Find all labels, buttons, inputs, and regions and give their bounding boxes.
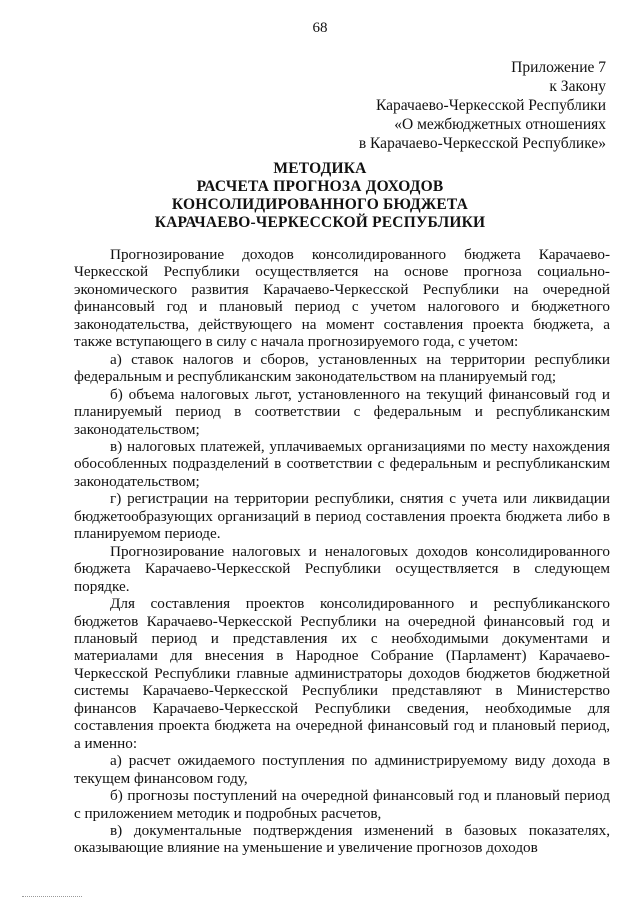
appendix-line: в Карачаево-Черкесской Республике» <box>358 135 606 152</box>
page-number: 68 <box>312 20 328 36</box>
body-paragraph: Прогнозирование доходов консолидированного бюджета Карачаево-Черкесской Республики осуществляется на основе прогноза социально-экономического развития Карачаево-Черкесской Республики на очередной финансовый год и плановый период с учетом налогового и бюджетного законодательства, действующего на момент составления проекта бюджета, а также вступающего в силу с начала прогнозируемого года, с учетом: <box>74 246 610 351</box>
body-paragraph: в) налоговых платежей, уплачиваемых организациями по месту нахождения обособленных подразделений в соответствии с федеральным и республиканским законодательством; <box>74 437 610 490</box>
title-line: КОНСОЛИДИРОВАННОГО БЮДЖЕТА <box>171 196 469 213</box>
body-paragraph: в) документальные подтверждения изменений в базовых показателях, оказывающие влияние на уменьшение и увеличение прогнозов доходов <box>74 821 610 857</box>
appendix-line: Приложение 7 <box>511 59 606 76</box>
body-paragraph: б) прогнозы поступлений на очередной финансовый год и плановый период с приложением методик и подробных расчетов, <box>74 787 610 822</box>
body-paragraph: б) объема налоговых льгот, установленного на текущий финансовый год и планируемый период в соответствии с федеральным и республиканским законодательством; <box>74 385 610 438</box>
title-line: КАРАЧАЕВО-ЧЕРКЕССКОЙ РЕСПУБЛИКИ <box>154 214 486 231</box>
appendix-line: «О межбюджетных отношениях <box>394 116 606 133</box>
body-paragraph: Прогнозирование налоговых и неналоговых доходов консолидированного бюджета Карачаево-Черкесской Республики осуществляется в следующем порядке. <box>74 542 610 595</box>
body-paragraph: Для составления проектов консолидированного и республиканского бюджетов Карачаево-Черкесской Республики на очередной финансовый год и плановый период и представления их с необходимыми документами и материалами для внесения в Народное Собрание (Парламент) Карачаево-Черкесской Республики главные администраторы доходов бюджетов бюджетной системы Карачаево-Черкесской Республики представляют в Министерство финансов Карачаево-Черкесской Республики сведения, необходимые для составления проекта бюджета на очередной финансовый год и плановый период, а именно: <box>74 595 610 752</box>
body-paragraph: а) расчет ожидаемого поступления по администрируемому виду дохода в текущем финансовом году, <box>74 752 610 787</box>
title-line: РАСЧЕТА ПРОГНОЗА ДОХОДОВ <box>196 178 444 195</box>
title-line: МЕТОДИКА <box>273 160 367 177</box>
document-title <box>0 160 640 232</box>
appendix-line: Карачаево-Черкесской Республики <box>376 97 606 114</box>
body-paragraph: г) регистрации на территории республики, снятия с учета или ликвидации бюджетообразующих организаций в период составления проекта бюджета либо в планируемом периоде. <box>74 490 610 543</box>
scan-artifact <box>22 896 82 899</box>
body-paragraph: а) ставок налогов и сборов, установленных на территории республики федеральным и республиканским законодательством на планируемый год; <box>74 350 610 386</box>
appendix-header <box>286 58 606 153</box>
document-body <box>74 246 610 857</box>
appendix-line: к Закону <box>549 78 606 95</box>
